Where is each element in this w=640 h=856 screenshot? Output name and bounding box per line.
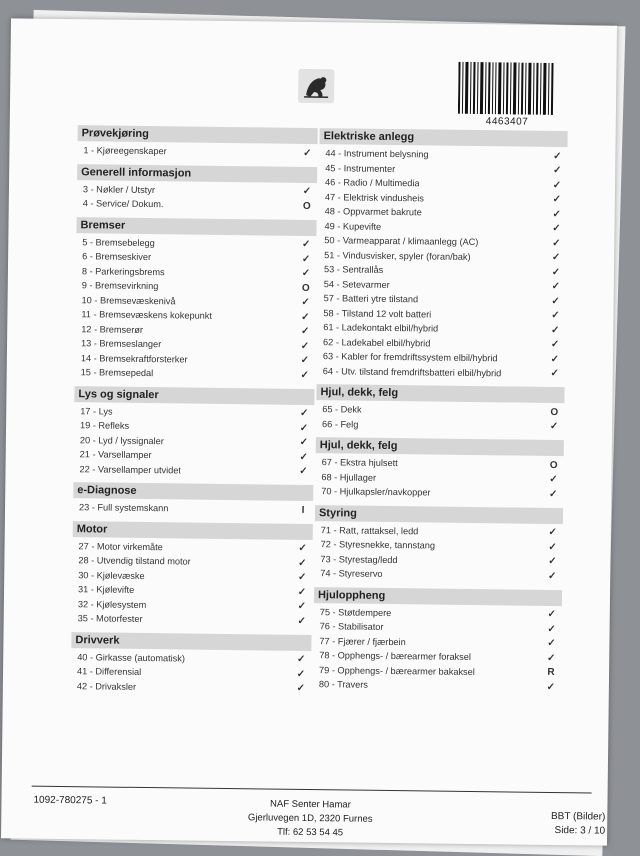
item-label: 42 - Drivaksler bbox=[76, 680, 137, 692]
status-mark-icon: ✓ bbox=[298, 557, 307, 569]
item-label: 77 - Fjærer / fjærbein bbox=[319, 635, 406, 647]
item-label: 78 - Opphengs- / bærearmer foraksel bbox=[319, 650, 471, 663]
item-label: 45 - Instrumenter bbox=[325, 162, 396, 174]
workshop-phone: Tlf: 62 53 54 45 bbox=[277, 826, 344, 839]
status-mark-icon: ✓ bbox=[553, 150, 562, 162]
status-mark-icon: ✓ bbox=[550, 353, 560, 365]
item-label: 64 - Utv. tilstand fremdriftsbatteri elbil/hybrid bbox=[322, 365, 502, 379]
status-mark-icon: ✓ bbox=[551, 310, 560, 322]
item-label: 4 - Service/ Dokum. bbox=[82, 198, 164, 210]
checklist-section bbox=[73, 482, 313, 517]
item-label: 73 - Styrestag/ledd bbox=[320, 553, 398, 565]
item-label: 68 - Hjullager bbox=[321, 471, 377, 483]
barcode-number: 4463407 bbox=[485, 116, 529, 128]
item-label: 31 - Kjølevifte bbox=[77, 584, 135, 596]
status-mark-icon: ✓ bbox=[297, 586, 307, 598]
item-label: 72 - Styresnekke, tannstang bbox=[320, 539, 436, 551]
status-mark-icon: ✓ bbox=[550, 324, 560, 336]
item-label: 76 - Stabilisator bbox=[319, 621, 384, 633]
status-mark-icon: ✓ bbox=[301, 268, 311, 280]
status-mark-icon: ✓ bbox=[551, 252, 561, 264]
checklist-item bbox=[314, 566, 562, 584]
section-title: Hjul, dekk, felg bbox=[316, 384, 564, 403]
status-mark-icon: ✓ bbox=[296, 683, 306, 695]
checklist-section bbox=[313, 587, 562, 695]
item-label: 80 - Travers bbox=[318, 679, 368, 690]
section-title: Elektriske anlegg bbox=[320, 128, 568, 147]
status-mark-icon: ✓ bbox=[300, 326, 310, 338]
status-mark-icon: ✓ bbox=[300, 355, 310, 367]
status-mark-icon: ✓ bbox=[548, 556, 557, 568]
item-label: 40 - Girkasse (automatisk) bbox=[77, 651, 186, 664]
item-label: 5 - Bremsebelegg bbox=[82, 236, 155, 248]
status-mark-icon: ✓ bbox=[550, 339, 560, 351]
item-label: 63 - Kabler for fremdriftssystem elbil/hybrid bbox=[322, 351, 498, 364]
item-label: 23 - Full systemskann bbox=[79, 502, 169, 514]
item-label: 12 - Bremserør bbox=[81, 323, 144, 335]
naf-logo bbox=[298, 69, 334, 103]
item-label: 21 - Varsellamper bbox=[79, 449, 152, 461]
page-number: Side: 3 / 10 bbox=[554, 825, 606, 837]
status-mark-icon: ✓ bbox=[549, 421, 559, 433]
checklist-item bbox=[316, 417, 564, 435]
status-mark-icon: ✓ bbox=[296, 668, 306, 680]
item-label: 15 - Bremsepedal bbox=[80, 367, 154, 379]
workshop-street: Gjerluvegen 1D, 2320 Furnes bbox=[247, 812, 373, 825]
item-label: 19 - Refleks bbox=[80, 420, 130, 432]
status-mark-icon: ✓ bbox=[299, 466, 308, 478]
section-title: Prøvekjøring bbox=[78, 125, 318, 144]
status-mark-icon: ✓ bbox=[552, 194, 562, 206]
checklist-section bbox=[317, 128, 568, 381]
item-label: 51 - Vindusvisker, spyler (foran/bak) bbox=[324, 249, 471, 262]
item-label: 44 - Instrument belysning bbox=[325, 148, 429, 160]
status-mark-icon: ✓ bbox=[302, 239, 311, 251]
status-mark-icon: ✓ bbox=[299, 437, 309, 449]
item-label: 62 - Ladekabel elbil/hybrid bbox=[323, 336, 431, 349]
item-label: 30 - Kjølevæske bbox=[78, 569, 145, 581]
item-label: 79 - Opphengs- / bærearmer bakaksel bbox=[319, 664, 475, 677]
item-label: 47 - Elektrisk vindusheis bbox=[324, 191, 424, 204]
status-mark-icon: ✓ bbox=[551, 295, 560, 307]
checklist-section bbox=[314, 505, 563, 584]
status-mark-icon: ✓ bbox=[303, 147, 312, 159]
item-label: 20 - Lyd / lyssignaler bbox=[79, 434, 164, 446]
status-mark-icon: I bbox=[301, 504, 305, 516]
item-label: 27 - Motor virkemåte bbox=[78, 540, 163, 552]
checklist-item bbox=[73, 462, 313, 479]
item-label: 48 - Oppvarmet bakrute bbox=[324, 206, 422, 218]
section-title: Lys og signaler bbox=[74, 386, 314, 405]
item-label: 66 - Felg bbox=[322, 418, 359, 430]
status-mark-icon: ✓ bbox=[548, 527, 558, 539]
section-title: Drivverk bbox=[71, 632, 311, 651]
section-title: Motor bbox=[73, 521, 313, 540]
item-label: 54 - Setevarmer bbox=[323, 278, 390, 290]
item-label: 32 - Kjølesystem bbox=[77, 598, 147, 610]
status-mark-icon: ✓ bbox=[552, 237, 561, 249]
status-mark-icon: ✓ bbox=[548, 541, 557, 553]
status-mark-icon: ✓ bbox=[301, 311, 310, 323]
item-label: 28 - Utvendig tilstand motor bbox=[78, 555, 191, 567]
item-label: 3 - Nøkler / Utstyr bbox=[82, 183, 155, 195]
right-column bbox=[313, 128, 568, 700]
item-label: 58 - Tilstand 12 volt batteri bbox=[323, 307, 432, 320]
checklist-section bbox=[75, 217, 317, 383]
checklist-item bbox=[75, 365, 315, 382]
status-mark-icon: ✓ bbox=[551, 281, 561, 293]
footer-divider bbox=[32, 786, 592, 794]
status-mark-icon: O bbox=[301, 282, 310, 294]
checklist-section bbox=[73, 386, 314, 479]
status-mark-icon: ✓ bbox=[552, 223, 561, 235]
status-mark-icon: R bbox=[547, 667, 555, 679]
checklist-item bbox=[313, 677, 561, 695]
status-mark-icon: ✓ bbox=[300, 369, 309, 381]
item-label: 41 - Differensial bbox=[76, 666, 142, 678]
section-title: e-Diagnose bbox=[73, 482, 313, 501]
item-label: 61 - Ladekontakt elbil/hybrid bbox=[323, 322, 439, 334]
item-label: 14 - Bremsekraftforsterker bbox=[80, 352, 188, 365]
item-label: 67 - Ekstra hjulsett bbox=[321, 457, 398, 469]
checklist-section bbox=[77, 125, 317, 160]
item-label: 49 - Kupevifte bbox=[324, 220, 382, 232]
checklist-section bbox=[316, 384, 565, 434]
checklist-item bbox=[315, 484, 563, 502]
item-label: 75 - Støtdempere bbox=[319, 606, 392, 618]
document-id: 1092-780275 - 1 bbox=[33, 794, 107, 807]
status-mark-icon: ✓ bbox=[551, 266, 561, 278]
status-mark-icon: ✓ bbox=[547, 638, 556, 650]
item-label: 71 - Ratt, rattaksel, ledd bbox=[320, 524, 419, 537]
status-mark-icon: ✓ bbox=[301, 253, 311, 265]
section-title: Styring bbox=[315, 505, 563, 524]
status-mark-icon: ✓ bbox=[298, 543, 307, 555]
section-title: Hjul, dekk, felg bbox=[316, 437, 564, 456]
barcode-icon bbox=[458, 62, 555, 115]
status-mark-icon: ✓ bbox=[546, 681, 556, 693]
status-mark-icon: ✓ bbox=[296, 654, 306, 666]
item-label: 17 - Lys bbox=[80, 405, 113, 417]
item-label: 1 - Kjøreegenskaper bbox=[83, 145, 167, 157]
checklist-item bbox=[77, 143, 317, 160]
item-label: 22 - Varsellamper utvidet bbox=[79, 463, 182, 476]
item-label: 9 - Bremsevirkning bbox=[81, 280, 159, 292]
item-label: 35 - Motorfester bbox=[77, 613, 143, 625]
status-mark-icon: O bbox=[302, 200, 311, 212]
status-mark-icon: ✓ bbox=[547, 609, 557, 621]
section-title: Hjuloppheng bbox=[314, 587, 562, 606]
status-mark-icon: ✓ bbox=[549, 474, 558, 486]
left-column bbox=[71, 125, 318, 702]
status-mark-icon: ✓ bbox=[550, 368, 559, 380]
item-label: 46 - Radio / Multimedia bbox=[324, 177, 420, 189]
item-label: 50 - Varmeapparat / klimaanlegg (AC) bbox=[324, 235, 479, 248]
item-label: 11 - Bremsevæskens kokepunkt bbox=[81, 309, 213, 322]
status-mark-icon: ✓ bbox=[552, 208, 561, 220]
item-label: 10 - Bremsevæskenivå bbox=[81, 294, 176, 307]
checklist-section bbox=[72, 521, 313, 629]
status-mark-icon: ✓ bbox=[547, 570, 557, 582]
checklist-section bbox=[71, 632, 312, 696]
item-label: 74 - Styreservo bbox=[320, 568, 383, 580]
status-mark-icon: ✓ bbox=[297, 572, 307, 584]
status-mark-icon: ✓ bbox=[548, 488, 558, 500]
workshop-name: NAF Senter Hamar bbox=[269, 798, 351, 811]
item-label: 8 - Parkeringsbrems bbox=[81, 265, 165, 277]
status-mark-icon: O bbox=[550, 406, 559, 418]
section-title: Generell informasjon bbox=[77, 164, 317, 183]
status-mark-icon: ✓ bbox=[299, 408, 309, 420]
item-label: 57 - Batteri ytre tilstand bbox=[323, 293, 419, 305]
checklist-section bbox=[315, 437, 564, 502]
status-mark-icon: ✓ bbox=[546, 652, 556, 664]
item-label: 6 - Bremseskiver bbox=[82, 251, 152, 263]
checklist-item bbox=[71, 679, 311, 696]
status-mark-icon: ✓ bbox=[300, 340, 310, 352]
section-title: Bremser bbox=[76, 217, 316, 236]
item-label: 70 - Hjulkapsler/navkopper bbox=[321, 486, 431, 498]
page-info bbox=[501, 809, 605, 838]
checklist-item bbox=[77, 196, 317, 213]
item-label: 53 - Sentrallås bbox=[323, 264, 384, 276]
status-mark-icon: ✓ bbox=[299, 422, 309, 434]
checklist-item bbox=[317, 364, 565, 382]
workshop-address bbox=[215, 797, 405, 841]
status-mark-icon: ✓ bbox=[547, 623, 556, 635]
checklist-item bbox=[72, 611, 312, 628]
status-mark-icon: ✓ bbox=[297, 601, 307, 613]
lion-logo-icon bbox=[298, 69, 334, 103]
item-label: 13 - Bremseslanger bbox=[81, 338, 162, 350]
report-type: BBT (Bilder) bbox=[550, 810, 606, 823]
status-mark-icon: ✓ bbox=[299, 451, 308, 463]
status-mark-icon: ✓ bbox=[297, 615, 306, 627]
item-label: 65 - Dekk bbox=[322, 404, 362, 415]
status-mark-icon: ✓ bbox=[552, 165, 562, 177]
status-mark-icon: O bbox=[549, 459, 558, 471]
status-mark-icon: ✓ bbox=[302, 186, 312, 198]
checklist-item bbox=[73, 500, 313, 517]
inspection-report-page bbox=[1, 18, 617, 845]
status-mark-icon: ✓ bbox=[301, 297, 310, 309]
checklist-section bbox=[77, 164, 318, 214]
status-mark-icon: ✓ bbox=[552, 179, 562, 191]
